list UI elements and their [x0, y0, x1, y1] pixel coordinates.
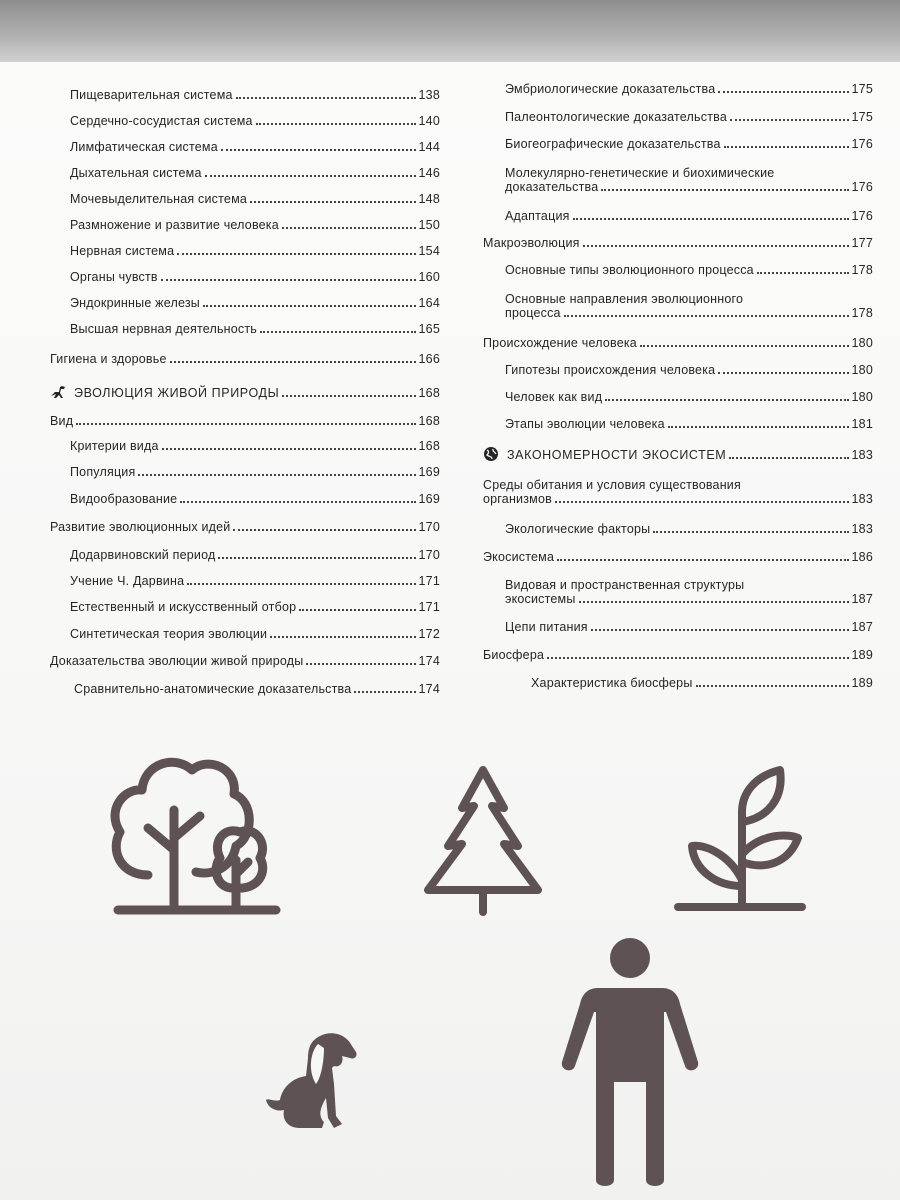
toc-entry [505, 522, 873, 536]
dot-leader [180, 501, 415, 503]
toc-entry [74, 682, 440, 696]
toc-page-number: 176 [851, 137, 873, 151]
toc-page-number: 189 [851, 648, 873, 662]
toc-entry [70, 439, 440, 453]
toc-entry-label-cont: организмов [483, 492, 552, 506]
dot-leader [653, 531, 848, 533]
dinosaur-icon [50, 384, 66, 400]
toc-entry-label: Дыхательная система [70, 166, 202, 180]
toc-entry [70, 192, 440, 206]
dot-leader [306, 663, 415, 665]
toc-entry [505, 363, 873, 377]
toc-page-number: 168 [418, 414, 440, 428]
toc-entry [505, 137, 873, 151]
dot-leader [138, 474, 415, 476]
dot-leader [718, 91, 848, 93]
toc-entry [70, 465, 440, 479]
toc-entry [50, 352, 440, 366]
toc-page-number: 174 [418, 654, 440, 668]
dot-leader [233, 529, 415, 531]
toc-page-number: 181 [851, 417, 873, 431]
toc-page-number: 138 [418, 88, 440, 102]
toc-page-number: 178 [851, 263, 873, 277]
toc-entry [70, 88, 440, 102]
toc-entry [70, 218, 440, 232]
toc-page-number: 189 [851, 676, 873, 690]
toc-page-number: 177 [851, 236, 873, 250]
toc-page-number: 180 [851, 336, 873, 350]
toc-page-number: 174 [418, 682, 440, 696]
toc-page-number: 178 [851, 306, 873, 320]
toc-page-number: 140 [418, 114, 440, 128]
toc-entry-label: Происхождение человека [483, 336, 637, 350]
toc-page-number: 171 [418, 574, 440, 588]
toc-page-number: 183 [851, 492, 873, 506]
toc-entry-label: Гипотезы происхождения человека [505, 363, 716, 377]
toc-entry-label: Нервная система [70, 244, 175, 258]
toc-entry-label: Сравнительно-анатомические доказательства [74, 682, 352, 696]
toc-entry-label: Высшая нервная деятельность [70, 322, 258, 336]
dot-leader [605, 399, 848, 401]
toc-entry [483, 478, 873, 506]
dog-icon [262, 1028, 360, 1132]
toc-entry [505, 620, 873, 634]
dot-leader [256, 123, 416, 125]
toc-entry [70, 166, 440, 180]
dot-leader [579, 601, 849, 603]
dot-leader [187, 583, 415, 585]
toc-entry [70, 114, 440, 128]
dot-leader [218, 557, 415, 559]
toc-section [50, 384, 440, 400]
toc-page-number: 168 [418, 386, 440, 400]
dot-leader [76, 423, 415, 425]
toc-page-number: 186 [851, 550, 873, 564]
toc-entry-label: Видообразование [70, 492, 178, 506]
toc-page-number: 175 [851, 82, 873, 96]
toc-entry-label-cont: доказательства [505, 180, 599, 194]
toc-entry-label: Видовая и пространственная структуры [505, 578, 745, 592]
toc-entry-label: Эндокринные железы [70, 296, 200, 310]
toc-entry [505, 209, 873, 223]
toc-page-number: 175 [851, 110, 873, 124]
toc-entry [70, 322, 440, 336]
toc-entry-label: Критерии вида [70, 439, 159, 453]
toc-entry-label: Биосфера [483, 648, 545, 662]
toc-entry [70, 574, 440, 588]
toc-entry-label: Размножение и развитие человека [70, 218, 279, 232]
toc-entry [483, 648, 873, 662]
toc-entry [70, 296, 440, 310]
dot-leader [203, 305, 416, 307]
toc-entry [505, 390, 873, 404]
toc-page-number: 176 [851, 209, 873, 223]
toc-entry-label: Среды обитания и условия существования [483, 478, 741, 492]
toc-entry-label: ЗАКОНОМЕРНОСТИ ЭКОСИСТЕМ [507, 448, 727, 462]
dot-leader [730, 119, 849, 121]
toc-page-number: 170 [418, 520, 440, 534]
toc-entry-label: Характеристика биосферы [531, 676, 693, 690]
toc-entry-label: Естественный и искусственный отбор [70, 600, 297, 614]
toc-entry-label: Палеонтологические доказательства [505, 110, 727, 124]
toc-entry-label-cont: экосистемы [505, 592, 576, 606]
toc-entry [483, 236, 873, 250]
toc-page-number: 154 [418, 244, 440, 258]
dot-leader [555, 501, 849, 503]
dot-leader [564, 315, 849, 317]
toc-page-number: 169 [418, 465, 440, 479]
dot-leader [757, 272, 849, 274]
toc-entry-label: Экосистема [483, 550, 555, 564]
dot-leader [573, 218, 849, 220]
dot-leader [161, 279, 416, 281]
toc-page-number: 169 [418, 492, 440, 506]
toc-entry [531, 676, 873, 690]
dot-leader [557, 559, 848, 561]
toc-entry-label: Пищеварительная система [70, 88, 233, 102]
dot-leader [250, 201, 416, 203]
toc-entry [483, 336, 873, 350]
toc-entry [70, 492, 440, 506]
toc-entry [505, 110, 873, 124]
dot-leader [696, 685, 849, 687]
dot-leader [177, 253, 415, 255]
dot-leader [205, 175, 416, 177]
dot-leader [170, 361, 416, 363]
toc-entry-label: Человек как вид [505, 390, 603, 404]
toc-page-number: 180 [851, 363, 873, 377]
toc-page-number: 180 [851, 390, 873, 404]
fir-tree-icon [418, 762, 548, 917]
toc-entry [70, 244, 440, 258]
sprout-icon [672, 762, 807, 912]
toc-page-number: 164 [418, 296, 440, 310]
dot-leader [547, 657, 848, 659]
dot-leader [601, 189, 848, 191]
toc-entry-label: Биогеографические доказательства [505, 137, 721, 151]
toc-section [483, 446, 873, 462]
toc-page-number: 146 [418, 166, 440, 180]
dot-leader [236, 97, 416, 99]
dot-leader [640, 345, 849, 347]
toc-entry-label: Развитие эволюционных идей [50, 520, 231, 534]
toc-entry [505, 292, 873, 320]
toc-page-number: 148 [418, 192, 440, 206]
toc-entry [50, 414, 440, 428]
toc-entry-label: Гигиена и здоровье [50, 352, 167, 366]
toc-page-number: 144 [418, 140, 440, 154]
toc-page-number: 170 [418, 548, 440, 562]
toc-entry-label: Мочевыделительная система [70, 192, 248, 206]
dot-leader [162, 448, 416, 450]
toc-entry-label: Лимфатическая система [70, 140, 218, 154]
toc-page-number: 166 [418, 352, 440, 366]
toc-entry-label: Молекулярно-генетические и биохимические [505, 166, 775, 180]
toc-page-number: 168 [418, 439, 440, 453]
toc-entry [505, 578, 873, 606]
dot-leader [354, 691, 415, 693]
toc-page-number: 187 [851, 592, 873, 606]
dot-leader [282, 227, 416, 229]
toc-entry-label: Популяция [70, 465, 136, 479]
toc-page-number: 165 [418, 322, 440, 336]
toc-entry [483, 550, 873, 564]
toc-entry-label: Эмбриологические доказательства [505, 82, 716, 96]
toc-entry [505, 263, 873, 277]
toc-entry [505, 417, 873, 431]
toc-entry [50, 520, 440, 534]
dot-leader [583, 245, 849, 247]
toc-entry-label: Учение Ч. Дарвина [70, 574, 185, 588]
toc-entry-label: Цепи питания [505, 620, 588, 634]
dot-leader [282, 395, 415, 397]
toc-entry-label-cont: процесса [505, 306, 561, 320]
toc-entry-label: Додарвиновский период [70, 548, 216, 562]
toc-entry-label: Основные направления эволюционного [505, 292, 744, 306]
person-icon [560, 932, 700, 1187]
toc-entry-label: Сердечно-сосудистая система [70, 114, 253, 128]
globe-icon [483, 446, 499, 462]
toc-entry [505, 166, 873, 194]
toc-entry [70, 627, 440, 641]
toc-entry [70, 140, 440, 154]
toc-entry-label: Синтетическая теория эволюции [70, 627, 268, 641]
contents-page [0, 62, 900, 1200]
toc-entry [50, 654, 440, 668]
toc-page-number: 150 [418, 218, 440, 232]
toc-page-number: 183 [851, 448, 873, 462]
toc-entry-label: Адаптация [505, 209, 570, 223]
dot-leader [221, 149, 416, 151]
toc-entry [505, 82, 873, 96]
toc-page-number: 176 [851, 180, 873, 194]
toc-page-number: 183 [851, 522, 873, 536]
toc-page-number: 160 [418, 270, 440, 284]
toc-entry-label: Этапы эволюции человека [505, 417, 665, 431]
dot-leader [729, 457, 848, 459]
toc-entry [70, 600, 440, 614]
toc-entry-label: Макроэволюция [483, 236, 580, 250]
dot-leader [260, 331, 416, 333]
dot-leader [299, 609, 415, 611]
toc-entry [70, 270, 440, 284]
dot-leader [668, 426, 849, 428]
dot-leader [270, 636, 415, 638]
dot-leader [724, 146, 849, 148]
toc-entry-label: Основные типы эволюционного процесса [505, 263, 754, 277]
toc-entry-label: ЭВОЛЮЦИЯ ЖИВОЙ ПРИРОДЫ [74, 386, 280, 400]
toc-page-number: 187 [851, 620, 873, 634]
toc-entry-label: Вид [50, 414, 74, 428]
toc-page-number: 171 [418, 600, 440, 614]
dot-leader [718, 372, 848, 374]
toc-entry [70, 548, 440, 562]
toc-entry-label: Органы чувств [70, 270, 158, 284]
dot-leader [591, 629, 849, 631]
trees-icon [108, 750, 283, 915]
toc-entry-label: Доказательства эволюции живой природы [50, 654, 304, 668]
toc-page-number: 172 [418, 627, 440, 641]
toc-entry-label: Экологические факторы [505, 522, 651, 536]
